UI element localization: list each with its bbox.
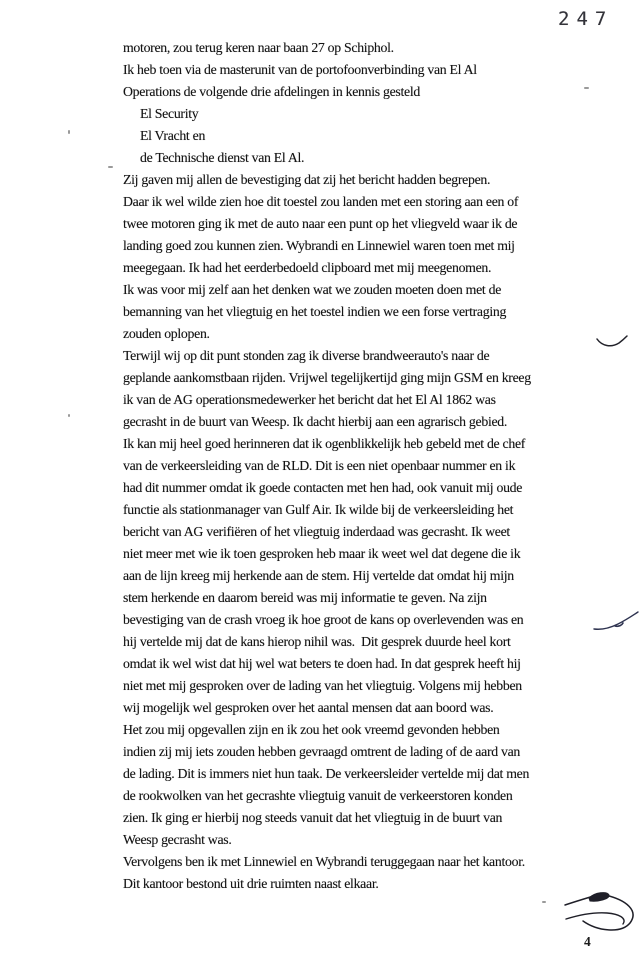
text-line: niet met mij gesproken over de lading van het vliegtuig. Volgens mij hebben [123, 678, 522, 693]
text-line: stem herkende en daarom bereid was mij informatie te geven. Na zijn [123, 590, 487, 605]
text-line: El Vracht en [140, 128, 206, 143]
text-line: geplande aankomstbaan rijden. Vrijwel tegelijkertijd ging mijn GSM en kreeg [123, 370, 531, 385]
text-line: gecrasht in de buurt van Weesp. Ik dacht hierbij aan een agrarisch gebied. [123, 414, 508, 429]
text-line: landing goed zou kunnen zien. Wybrandi en Linnewiel waren toen met mij [123, 238, 515, 253]
document-body [123, 37, 531, 895]
text-line: zouden oplopen. [123, 326, 210, 341]
text-line: de lading. Dit is immers niet hun taak. De verkeersleider vertelde mij dat men [123, 766, 530, 781]
text-line: El Security [140, 106, 199, 121]
text-line: de rookwolken van het gecrashte vliegtuig vanuit de verkeerstoren konden [123, 788, 513, 803]
text-line: Daar ik wel wilde zien hoe dit toestel zou landen met een storing aan een of [123, 194, 519, 209]
text-line: Operations de volgende drie afdelingen in kennis gesteld [123, 84, 420, 99]
text-line: Terwijl wij op dit punt stonden zag ik diverse brandweerauto's naar de [123, 348, 490, 363]
pen-stroke-icon [595, 333, 629, 353]
pen-stroke-icon [593, 609, 640, 634]
page-number: 4 [584, 934, 591, 949]
text-line: meegegaan. Ik had het eerderbedoeld clipboard met mij meegenomen. [123, 260, 492, 275]
text-line: motoren, zou terug keren naar baan 27 op Schiphol. [123, 40, 394, 55]
text-line: niet meer met wie ik toen gesproken heb maar ik weet wel dat degene die ik [123, 546, 521, 561]
text-line: omdat ik wel wist dat hij wel wat beters te doen had. In dat gesprek heeft hij [123, 656, 521, 671]
text-line: twee motoren ging ik met de auto naar een punt op het vliegveld waar ik de [123, 216, 518, 231]
text-line: had dit nummer omdat ik goede contacten met hen had, ook vanuit mij oude [123, 480, 523, 495]
text-line: Weesp gecrasht was. [123, 832, 232, 847]
text-line: Het zou mij opgevallen zijn en ik zou het ook vreemd gevonden hebben [123, 722, 500, 737]
page-stamp-number: 247 [558, 8, 614, 30]
scan-speck [108, 166, 113, 168]
text-line: Ik kan mij heel goed herinneren dat ik ogenblikkelijk heb gebeld met de chef [123, 436, 526, 451]
text-line: wij mogelijk wel gesproken over het aantal mensen dat aan boord was. [123, 700, 494, 715]
text-line: Vervolgens ben ik met Linnewiel en Wybrandi teruggegaan naar het kantoor. [123, 854, 525, 869]
text-line: bemanning van het vliegtuig en het toestel indien we een forse vertraging [123, 304, 507, 319]
text-line: Ik heb toen via de masterunit van de portofoonverbinding van El Al [123, 62, 477, 77]
scan-speck [68, 414, 70, 417]
text-line: indien zij mij iets zouden hebben gevraagd omtrent de lading of de aard van [123, 744, 521, 759]
text-line: Zij gaven mij allen de bevestiging dat zij het bericht hadden begrepen. [123, 172, 491, 187]
text-line: bericht van AG verifiëren of het vliegtuig inderdaad was gecrasht. Ik weet [123, 524, 510, 539]
text-line: Ik was voor mij zelf aan het denken wat we zouden moeten doen met de [123, 282, 502, 297]
text-line: zien. Ik ging er hierbij nog steeds vanuit dat het vliegtuig in de buurt van [123, 810, 503, 825]
text-line: van de verkeersleiding van de RLD. Dit is een niet openbaar nummer en ik [123, 458, 516, 473]
scan-speck [584, 87, 589, 89]
text-line: hij vertelde mij dat de kans hierop nihil was. Dit gesprek duurde heel kort [123, 634, 511, 649]
scan-speck [542, 901, 546, 903]
text-line: aan de lijn kreeg mij herkende aan de stem. Hij vertelde dat omdat hij mijn [123, 568, 514, 583]
scan-speck [68, 130, 70, 134]
text-line: functie als stationmanager van Gulf Air. Ik wilde bij de verkeersleiding het [123, 502, 514, 517]
text-line: ik van de AG operationsmedewerker het bericht dat het El Al 1862 was [123, 392, 496, 407]
text-line: bevestiging van de crash vroeg ik hoe groot de kans op overlevenden was en [123, 612, 524, 627]
text-line: de Technische dienst van El Al. [140, 150, 305, 165]
text-line: Dit kantoor bestond uit drie ruimten naast elkaar. [123, 876, 379, 891]
